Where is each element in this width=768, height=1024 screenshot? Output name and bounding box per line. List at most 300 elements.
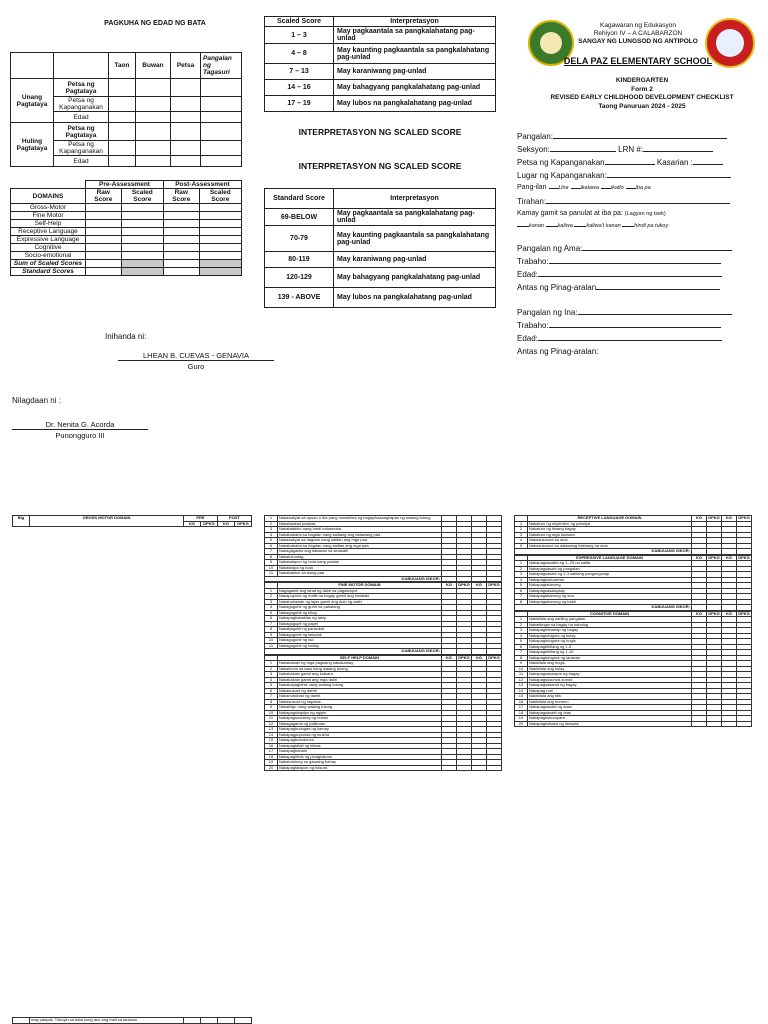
gray-cell: [199, 268, 241, 276]
item-text: Nakaguguhit ng tao: [278, 638, 442, 644]
post-header: POST: [218, 516, 252, 522]
item-text: Nakahuhubad ng damit: [278, 694, 442, 700]
handedness-label: Kamay gamit sa panulat at iba pa:: [517, 210, 623, 217]
handedness-hint: (Lagyan ng tsek): [624, 211, 666, 217]
checklist-section: [514, 555, 752, 611]
pre-raw-header: Raw Score: [86, 189, 122, 204]
col-kg: KG: [722, 611, 737, 617]
item-text: Nakapagsasalita ng 1–20 na salita: [528, 561, 692, 567]
cell[interactable]: [199, 228, 241, 236]
item-number: 4: [265, 677, 278, 683]
cell[interactable]: [199, 212, 241, 220]
col-dpkg: DPKG: [708, 610, 720, 616]
item-text: Nakatutulong sa gawaing bahay: [278, 760, 442, 766]
footer-row: [12, 1017, 252, 1024]
cell[interactable]: [121, 212, 163, 220]
cell[interactable]: [692, 549, 707, 555]
item-text: Nakaturo ng miyembro ng pamilya: [528, 521, 692, 527]
cell[interactable]: [135, 112, 170, 123]
item-text: Nakaguguhit ng bilog: [278, 610, 442, 616]
cell[interactable]: [163, 252, 199, 260]
col-dpkg: DPKG: [458, 654, 470, 660]
cell[interactable]: [121, 228, 163, 236]
mother-job-label: Trabaho:: [517, 321, 549, 330]
scaled-interp-header: Interpretasyon: [334, 17, 496, 27]
hand-check-4[interactable]: [622, 226, 634, 227]
cell[interactable]: [135, 141, 170, 156]
item-text: Nakapagtatanong ng bakit: [528, 599, 692, 605]
col-dpkg: DPKG: [235, 521, 252, 527]
father-age-label: Edad:: [517, 270, 538, 279]
item-number: 8: [515, 599, 528, 605]
cell[interactable]: [135, 123, 170, 141]
scaled-interp: May kaunting pagkaantala sa pangkalahatang pag-unlad: [334, 44, 496, 64]
item-text: Nakagagalaw ang katawan sa sinasabi: [278, 549, 442, 555]
standard-range: 139 - ABOVE: [265, 288, 334, 308]
scaled-interp: May bahagyang pangkalahatang pag-unlad: [334, 80, 496, 96]
father-name-input[interactable]: [582, 250, 732, 251]
cell[interactable]: [86, 236, 122, 244]
item-text: Nakasusunod sa dalawang hakbang na utos: [528, 543, 692, 549]
item-number: 2: [265, 521, 278, 527]
order-check-1[interactable]: [549, 188, 559, 189]
item-text: Nakikilala ang hugis: [528, 661, 692, 667]
noted-by-label: Nilagdaan ni :: [12, 396, 61, 405]
teacher-name: LHEAN B. CUEVAS - GENAVIA: [118, 351, 274, 361]
item-number: 2: [515, 622, 528, 628]
col-dpkg: DPKG: [488, 582, 500, 587]
item-number: 7: [265, 549, 278, 555]
cell[interactable]: [722, 605, 737, 611]
domain-title: EXPRESSIVE LANGUAGE DOMAIN: [528, 555, 692, 561]
mother-age-input[interactable]: [538, 340, 722, 341]
birthdate-input[interactable]: [605, 164, 655, 165]
last-assessment-age: Edad: [54, 156, 109, 167]
cell[interactable]: [121, 220, 163, 228]
cell[interactable]: [201, 156, 242, 167]
order-check-2[interactable]: [571, 188, 581, 189]
cell[interactable]: [86, 244, 122, 252]
item-text: Nakasusunod sa utos: [528, 538, 692, 544]
post-assessment-header: Post-Assessment: [163, 181, 241, 189]
birthdate-label: Petsa ng Kapanganakan: [517, 158, 605, 167]
standard-interp: May kaunting pagkaantala sa pangkalahatang pag-unlad: [334, 226, 496, 252]
cell[interactable]: [201, 123, 242, 141]
col-kg: KG: [692, 516, 707, 522]
item-number: 3: [515, 532, 528, 538]
interp-title-2: INTERPRETASYON NG SCALED SCORE: [298, 161, 462, 171]
item-number: 12: [265, 721, 278, 727]
hand-option-1: kanan: [529, 223, 544, 229]
item-text: Nakapagtutugma ng larawan: [528, 655, 692, 661]
table-row: [515, 721, 752, 727]
cell[interactable]: [171, 156, 201, 167]
cell[interactable]: [487, 649, 502, 655]
col-dpkg: DPKG: [458, 582, 470, 587]
cell[interactable]: [442, 765, 457, 771]
cell[interactable]: [201, 79, 242, 97]
col-kg: KG: [692, 611, 707, 617]
item-number: 14: [515, 688, 528, 694]
item-text: Nagagamit ang lahat ng daliri sa pagdampot: [278, 588, 442, 594]
region-name: Rehiyon IV – A CALABARZON: [593, 30, 683, 37]
item-number: 5: [265, 538, 278, 544]
pre-header: PRE: [184, 516, 218, 522]
cell[interactable]: [737, 605, 752, 611]
first-assessment-label: Unang Pagtataya: [11, 79, 54, 123]
order-option-4: iba pa: [635, 185, 651, 191]
hand-check-2[interactable]: [546, 226, 558, 227]
cell[interactable]: [163, 220, 199, 228]
item-text: Nakapagtatapon ng basura: [278, 765, 442, 771]
cell[interactable]: [163, 268, 199, 276]
cell[interactable]: [121, 244, 163, 252]
hand-check-1[interactable]: [517, 226, 529, 227]
item-text: Nakaaakyat sa hagdan nang salitan ang mga paa: [278, 538, 442, 544]
standard-range: 69-BELOW: [265, 209, 334, 226]
item-number: 7: [265, 694, 278, 700]
cell[interactable]: [737, 721, 752, 727]
cell[interactable]: [201, 112, 242, 123]
item-number: 15: [265, 738, 278, 744]
item-number: 3: [265, 672, 278, 678]
item-number: 2: [515, 527, 528, 533]
cell[interactable]: [457, 765, 472, 771]
cell[interactable]: [199, 236, 241, 244]
father-edu-label: Antas ng Pinag-aralan: [517, 283, 597, 292]
item-number: 4: [515, 633, 528, 639]
item-text: Nakalalakad paatras: [278, 521, 442, 527]
hand-option-2: kaliwa: [557, 223, 573, 229]
item-number: 19: [265, 760, 278, 766]
gross-motor-header-table: [12, 515, 252, 527]
item-number: 3: [515, 628, 528, 634]
domain-cognitive: Cognitive: [11, 244, 86, 252]
item-number: 8: [515, 655, 528, 661]
cell[interactable]: [171, 112, 201, 123]
standard-interp: May lubos na pangkalahatang pag-unlad: [334, 288, 496, 308]
item-text: Nakatatalon sa isang paa: [278, 571, 442, 577]
item-number: 5: [515, 543, 528, 549]
item-number: 5: [515, 583, 528, 589]
item-number: 11: [265, 571, 278, 577]
cell[interactable]: [199, 204, 241, 212]
scaled-interp: May lubos na pangkalahatang pag-unlad: [334, 96, 496, 112]
item-text: Nakapagtutugma ng kulay: [528, 633, 692, 639]
item-text: Nakahahawak ng lapis gamit ang dulo ng daliri: [278, 599, 442, 605]
item-text: Nakaturo ng limang bagay: [528, 527, 692, 533]
cell[interactable]: [722, 549, 737, 555]
first-assessment-birth: Petsa ng Kapanganakan: [54, 97, 109, 112]
item-number: 5: [515, 639, 528, 645]
address-input[interactable]: [546, 203, 730, 204]
item-text: Nakapagbabasa ng larawan: [528, 721, 692, 727]
cell[interactable]: [184, 1018, 201, 1024]
col-dpkg: DPKG: [708, 515, 720, 520]
cell[interactable]: [163, 212, 199, 220]
col-kg: KG: [472, 583, 487, 589]
item-number: 6: [265, 688, 278, 694]
order-check-3[interactable]: [601, 188, 611, 189]
standard-interp-header: Interpretasyon: [334, 189, 496, 209]
gray-cell: [199, 260, 241, 268]
cell[interactable]: [171, 141, 201, 156]
item-text: Nakakaguhit ng parisukat: [278, 627, 442, 633]
cell[interactable]: [109, 141, 136, 156]
cell[interactable]: [201, 97, 242, 112]
cell[interactable]: [86, 252, 122, 260]
cell[interactable]: [692, 605, 707, 611]
cell[interactable]: [171, 123, 201, 141]
cell[interactable]: [86, 220, 122, 228]
cell[interactable]: [442, 649, 457, 655]
last-assessment-label: Huling Pagtataya: [11, 123, 54, 167]
father-age-input[interactable]: [538, 276, 722, 277]
domain-title: SELF HELP DOMAIN: [278, 655, 442, 661]
item-number: 16: [515, 699, 528, 705]
order-option-2: ikalawa: [580, 185, 599, 191]
cell[interactable]: [109, 112, 136, 123]
item-text: Nakaaakyat sa upuan o iba pang muwebles ng bagay/kasangkapan ng walang tulong: [278, 516, 442, 522]
domain-title: COGNITIVE DOMAIN: [528, 611, 692, 617]
item-text: Nakaturo ng mga larawan: [528, 532, 692, 538]
item-text: Nakapagtutugma ng hugis: [528, 639, 692, 645]
cell[interactable]: [86, 204, 122, 212]
cell[interactable]: [737, 549, 752, 555]
cell[interactable]: [135, 97, 170, 112]
birth-order-label: Pang-ilan: [517, 184, 547, 191]
birthplace-input[interactable]: [607, 177, 731, 178]
scaled-score-header: Scaled Score: [265, 17, 334, 27]
cell[interactable]: [218, 1018, 235, 1024]
item-text: Nakaiinom sa tasa nang walang tulong: [278, 666, 442, 672]
item-number: 5: [265, 683, 278, 689]
cell[interactable]: [163, 228, 199, 236]
age-col-year: Taon: [109, 53, 136, 79]
cell[interactable]: [121, 252, 163, 260]
standard-range: 120-129: [265, 268, 334, 288]
item-number: 14: [265, 732, 278, 738]
item-text: Nakalulundag: [278, 554, 442, 560]
item-number: 6: [515, 588, 528, 594]
domain-score-table: [10, 180, 242, 276]
item-number: 6: [515, 644, 528, 650]
item-text: Nakapagkukumpara: [528, 716, 692, 722]
cell[interactable]: [707, 721, 722, 727]
item-number: 11: [515, 672, 528, 678]
domain-gross-motor: Gross-Motor: [11, 204, 86, 212]
cell[interactable]: [163, 236, 199, 244]
cell[interactable]: [707, 549, 722, 555]
item-text: Nakapaghahanap ng bagay: [528, 628, 692, 634]
cell[interactable]: [199, 220, 241, 228]
cell[interactable]: [109, 123, 136, 141]
lrn-input[interactable]: [643, 151, 713, 152]
interp-title-1: INTERPRETASYON NG SCALED SCORE: [298, 127, 462, 137]
cell[interactable]: [109, 97, 136, 112]
item-text: Nakakakain gamit ang kutsara: [278, 672, 442, 678]
name-input[interactable]: [553, 138, 727, 139]
item-text: Nakikilala ang kulay: [528, 666, 692, 672]
item-text: Nakapagsasalaysay: [528, 588, 692, 594]
standard-interp: May karaniwang pag-unlad: [334, 252, 496, 268]
first-assessment-date: Petsa ng Pagtataya: [54, 79, 109, 97]
cell[interactable]: [472, 765, 487, 771]
cell[interactable]: [86, 268, 122, 276]
cell[interactable]: [201, 1018, 218, 1024]
first-assessment-age: Edad: [54, 112, 109, 123]
school-year: Taong Panuruan 2024 - 2025: [598, 102, 686, 110]
cell[interactable]: [457, 649, 472, 655]
item-text: Nakapupulot ng maliit na bagay gamit ang hinlalaki: [278, 594, 442, 600]
item-text: Nakapaghahain: [278, 749, 442, 755]
document-heading: [526, 77, 758, 111]
item-number: 12: [515, 677, 528, 683]
item-number: 13: [515, 683, 528, 689]
hand-check-3[interactable]: [574, 226, 586, 227]
post-scaled-header: Scaled Score: [199, 189, 241, 204]
father-edu-input[interactable]: [596, 289, 720, 290]
cell[interactable]: [722, 721, 737, 727]
order-check-4[interactable]: [626, 188, 636, 189]
cell[interactable]: [109, 79, 136, 97]
item-text: Nakapagsasabi ng pangalan: [528, 566, 692, 572]
cell[interactable]: [487, 576, 502, 582]
item-text: Nakaguguhit ng bahay: [278, 643, 442, 649]
col-kg: KG: [218, 521, 235, 527]
col-dpkg: DPKG: [738, 515, 750, 520]
cell[interactable]: [199, 252, 241, 260]
checklist-section: [514, 611, 752, 728]
item-text: Nakapagbibilang ng 1-10: [528, 650, 692, 656]
item-number: 4: [265, 605, 278, 611]
item-text: Nakapagpupunas ng mukha: [278, 732, 442, 738]
item-text: Nakapagkukuwento: [528, 577, 692, 583]
school-name: DELA PAZ ELEMENTARY SCHOOL: [563, 56, 713, 66]
cell[interactable]: [109, 156, 136, 167]
post-raw-header: Raw Score: [163, 189, 199, 204]
cell[interactable]: [487, 765, 502, 771]
last-assessment-date: Petsa ng Pagtataya: [54, 123, 109, 141]
section-label: Seksyon:: [517, 145, 550, 154]
cell[interactable]: [86, 212, 122, 220]
cell[interactable]: [163, 260, 199, 268]
item-text: Nakakakain ng mga pagkaing nakakamay: [278, 661, 442, 667]
item-number: 6: [265, 616, 278, 622]
gender-input[interactable]: [693, 164, 723, 165]
cell[interactable]: [121, 204, 163, 212]
item-number: 7: [265, 621, 278, 627]
item-number: 7: [515, 594, 528, 600]
item-text: Nakapag-uuri: [528, 688, 692, 694]
domain-self-help: Self-Help: [11, 220, 86, 228]
principal-name: Dr. Nenita G. Acorda: [12, 420, 148, 430]
cell[interactable]: [121, 236, 163, 244]
principal-role: Punongguro III: [55, 431, 105, 440]
cell[interactable]: [472, 649, 487, 655]
checklist-middle: [264, 515, 502, 771]
cell[interactable]: [235, 1018, 252, 1024]
order-option-3: ikatlo: [610, 185, 624, 191]
cell[interactable]: [692, 721, 707, 727]
cell[interactable]: [199, 244, 241, 252]
item-text: Nakagagamit ng palikuran: [278, 721, 442, 727]
item-text: Nakatatakbo nang hindi natutumba: [278, 527, 442, 533]
item-number: 16: [265, 743, 278, 749]
cell[interactable]: [457, 576, 472, 582]
scaled-interp: May karaniwang pag-unlad: [334, 64, 496, 80]
cell[interactable]: [135, 156, 170, 167]
section-input[interactable]: [550, 151, 616, 152]
item-number: 4: [515, 538, 528, 544]
cell[interactable]: [86, 228, 122, 236]
cell[interactable]: [707, 605, 722, 611]
item-number: 3: [265, 527, 278, 533]
total-label: KABUUANG ISKOR:: [515, 605, 692, 611]
item-text: Nakapaglilinis ng pinagkainan: [278, 754, 442, 760]
col-kg: KG: [442, 583, 457, 589]
standard-range: 70-79: [265, 226, 334, 252]
standard-interp: May pagkaantala sa pangkalahatang pag-unlad: [334, 209, 496, 226]
cell[interactable]: [171, 97, 201, 112]
mother-job-input[interactable]: [549, 327, 721, 328]
age-table: [10, 52, 242, 167]
item-number: 3: [515, 572, 528, 578]
item-text: Nakapagtatanong ng ano: [528, 594, 692, 600]
item-number: 11: [265, 716, 278, 722]
cell[interactable]: [201, 141, 242, 156]
cell[interactable]: [171, 79, 201, 97]
item-number: 10: [265, 565, 278, 571]
item-text: Nakapagsusunod-sunod: [528, 677, 692, 683]
item-number: 1: [515, 561, 528, 567]
cell[interactable]: [86, 260, 122, 268]
item-text: Nakaguguhit ng guhit na pahalang: [278, 605, 442, 611]
item-text: Nakasusuot ng damit: [278, 688, 442, 694]
col-dpkg: DPKG: [708, 554, 720, 560]
standard-score-label: Standard Scores: [11, 268, 86, 276]
cell[interactable]: [163, 204, 199, 212]
item-number: 9: [265, 705, 278, 711]
item-text: Nakakapagbihis nang walang tulong: [278, 683, 442, 689]
item-text: Nakapagsasama ng bagay: [528, 683, 692, 689]
cell[interactable]: [135, 79, 170, 97]
scaled-interp: May pagkaantala sa pangkalahatang pag-unlad: [334, 27, 496, 44]
item-text: Nakabababa sa hagdan nang salitan ang mga paa: [278, 543, 442, 549]
form-number: Form 2: [631, 85, 653, 93]
item-text: Nakikilala ang numero: [528, 699, 692, 705]
father-job-input[interactable]: [549, 263, 721, 264]
item-text: Nakasusuot ng sapatos: [278, 699, 442, 705]
item-text: Nakasisipa ng bola: [278, 565, 442, 571]
item-number: 3: [265, 599, 278, 605]
gender-label: Kasarian :: [656, 158, 693, 167]
order-option-1: Una: [558, 185, 569, 191]
cell[interactable]: [442, 576, 457, 582]
age-title: PAGKUHA NG EDAD NG BATA: [104, 20, 206, 27]
item-number: 20: [265, 765, 278, 771]
cell[interactable]: [163, 244, 199, 252]
item-number: 1: [515, 521, 528, 527]
domain-receptive: Receptive Language: [11, 228, 86, 236]
dept-name: Kagawaran ng Edukasyon: [600, 22, 676, 29]
mother-name-input[interactable]: [578, 314, 732, 315]
item-number: 1: [265, 516, 278, 522]
item-text: Nakapagsasabi ng araw: [528, 705, 692, 711]
item-number: 10: [265, 638, 278, 644]
item-number: 18: [265, 754, 278, 760]
cell[interactable]: [472, 576, 487, 582]
